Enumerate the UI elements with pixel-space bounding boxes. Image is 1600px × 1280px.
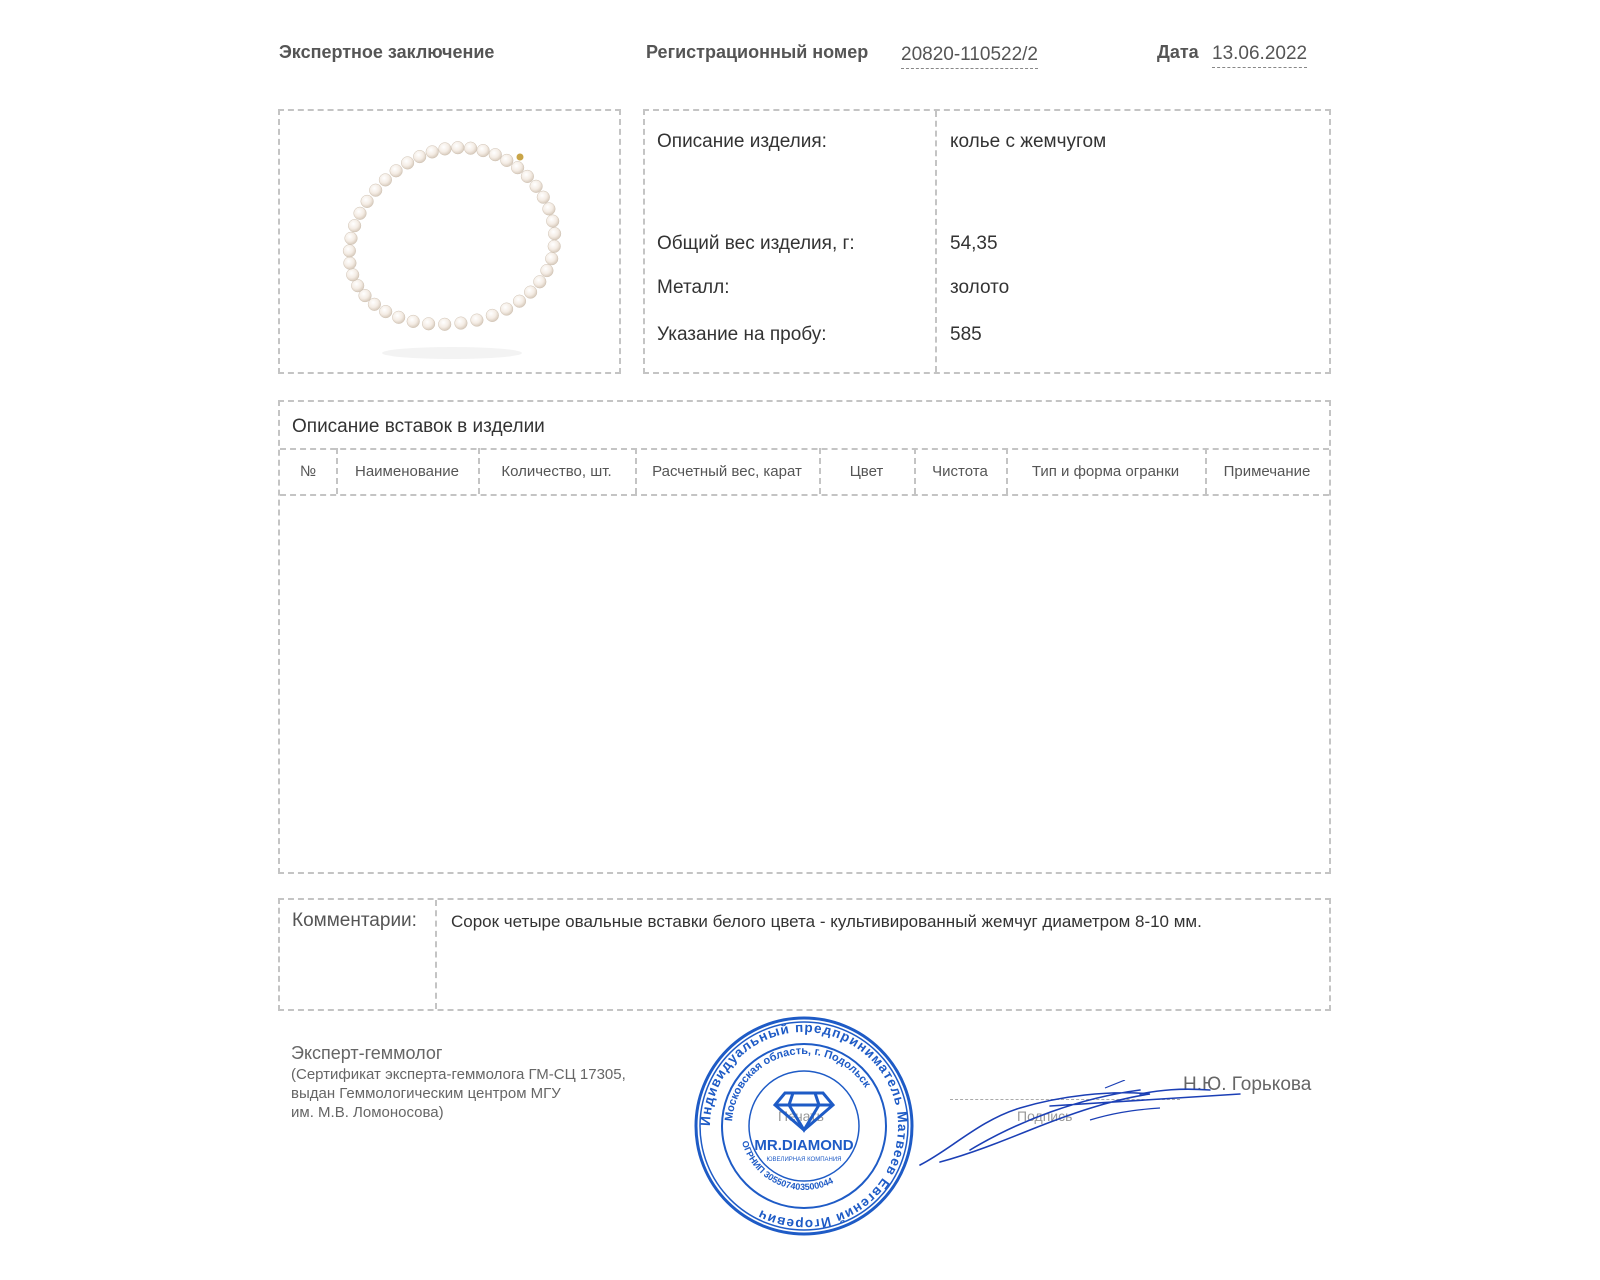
pearl xyxy=(361,195,374,208)
reg-number-label: Регистрационный номер xyxy=(646,42,869,62)
pearl xyxy=(401,157,414,170)
pearl xyxy=(548,227,561,240)
pearl xyxy=(489,148,502,161)
pearl xyxy=(534,276,547,289)
pearl xyxy=(500,303,513,316)
col-name: Наименование xyxy=(355,462,459,480)
pearl xyxy=(344,257,357,270)
pearl xyxy=(471,314,484,327)
expert-cert-line-1: (Сертификат эксперта-геммолога ГМ-СЦ 17305, xyxy=(291,1066,626,1083)
col-cut: Тип и форма огранки xyxy=(1031,462,1180,480)
signer-name: Н.Ю. Горькова xyxy=(1183,1074,1312,1095)
comments-label: Комментарии: xyxy=(292,910,417,931)
comments-text: Сорок четыре овальные вставки белого цвета - культивированный жемчуг диаметром 8-10 мм. xyxy=(451,912,1202,931)
description-value: колье с жемчугом xyxy=(950,131,1107,152)
stamp-brand: MR.DIAMOND xyxy=(754,1137,854,1154)
col-note: Примечание xyxy=(1223,462,1311,480)
pearl xyxy=(548,240,561,253)
gold-clasp xyxy=(517,154,524,161)
pearl xyxy=(543,203,556,216)
inserts-title: Описание вставок в изделии xyxy=(292,416,545,437)
pearl xyxy=(422,318,435,331)
expert-cert-line-3: им. М.В. Ломоносова) xyxy=(291,1104,444,1121)
pearl xyxy=(413,150,426,163)
pearl xyxy=(521,170,534,183)
pearl xyxy=(348,219,361,232)
pearl xyxy=(537,191,550,204)
pearl-necklace-image xyxy=(280,111,619,372)
metal-label: Металл: xyxy=(657,277,730,298)
document-title: Экспертное заключение xyxy=(279,42,495,62)
stamp-placeholder: Печать xyxy=(778,1108,824,1124)
pearl xyxy=(501,154,514,167)
description-label: Описание изделия: xyxy=(657,131,827,152)
pearl xyxy=(346,269,359,282)
pearl xyxy=(379,174,392,187)
diamond-icon xyxy=(775,1093,833,1130)
comments-box xyxy=(278,898,1331,1011)
stamp-ogrnip: ОГРНИП 305507403500044 xyxy=(739,1139,835,1193)
pearl xyxy=(345,232,358,245)
signature-image xyxy=(910,1080,1250,1180)
pearl xyxy=(524,286,537,299)
reg-number-value: 20820-110522/2 xyxy=(901,44,1038,69)
col-quantity: Количество, шт. xyxy=(501,462,612,480)
pearl xyxy=(541,264,554,277)
signature-placeholder: Подпись xyxy=(1017,1108,1073,1124)
product-photo-box xyxy=(278,109,621,374)
date-label: Дата xyxy=(1157,42,1199,62)
col-weight: Расчетный вес, карат xyxy=(652,462,802,480)
pearl xyxy=(511,161,524,174)
pearl xyxy=(455,317,468,330)
pearl xyxy=(452,141,465,154)
total-weight-value: 54,35 xyxy=(950,233,998,254)
inserts-header-row xyxy=(280,448,1329,494)
pearl xyxy=(545,252,558,265)
pearl xyxy=(369,184,382,197)
pearl xyxy=(354,207,367,220)
hallmark-label: Указание на пробу: xyxy=(657,324,827,345)
stamp-outer-text: Индивидуальный предприниматель Матвеев Евгений Игоревич xyxy=(697,1019,911,1233)
pearl xyxy=(438,318,451,331)
stamp-inner-text: Московская область, г. Подольск xyxy=(723,1044,873,1122)
expert-title: Эксперт-геммолог xyxy=(291,1043,443,1063)
pearl xyxy=(477,144,490,157)
expert-cert-line-2: выдан Геммологическим центром МГУ xyxy=(291,1085,561,1102)
pearl xyxy=(530,180,543,193)
pearl xyxy=(486,309,499,322)
svg-text:Московская область, г. Подольс xyxy=(723,1045,873,1122)
pearl xyxy=(368,298,381,311)
pearl xyxy=(392,311,405,324)
pearl xyxy=(513,295,526,308)
pearl xyxy=(407,315,420,328)
pearl xyxy=(390,165,403,178)
company-stamp xyxy=(693,1015,915,1237)
metal-value: золото xyxy=(950,277,1010,298)
inserts-table xyxy=(278,400,1331,874)
item-description-table xyxy=(643,109,1331,374)
pearl xyxy=(426,146,439,159)
total-weight-label: Общий вес изделия, г: xyxy=(657,233,855,254)
col-color: Цвет xyxy=(849,462,884,480)
col-clarity: Чистота xyxy=(932,462,988,480)
pearl xyxy=(343,245,356,258)
pearl xyxy=(439,143,452,156)
pearl xyxy=(379,305,392,318)
pearl xyxy=(546,215,559,228)
hallmark-value: 585 xyxy=(950,324,982,345)
pearl xyxy=(464,142,477,155)
stamp-brand-sub: ЮВЕЛИРНАЯ КОМПАНИЯ xyxy=(766,1157,842,1163)
date-value: 13.06.2022 xyxy=(1212,43,1307,68)
col-number: № xyxy=(299,462,317,480)
